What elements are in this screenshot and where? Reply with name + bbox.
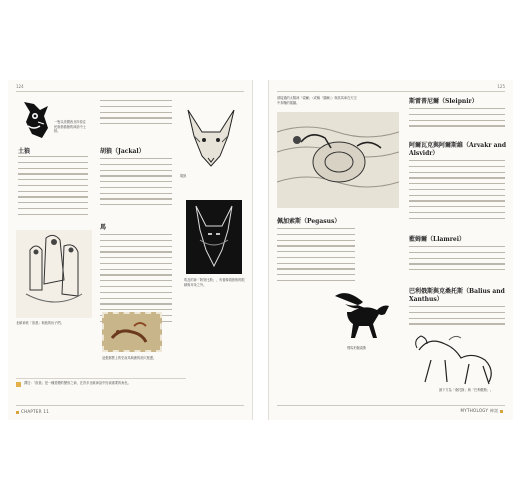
coyote-caption: 一隻以美國西北岸原住民風格描繪的神話中土狼。 <box>54 120 86 134</box>
section-heading-jackal: 胡狼（Jackal） <box>100 148 145 155</box>
footer-label: CHAPTER 11 <box>21 409 50 414</box>
arvakr-body-text <box>409 160 505 234</box>
jackal-caption: 胡狼 <box>180 174 187 178</box>
jackal-sketch-illustration <box>180 106 242 170</box>
llamrei-body-text <box>409 246 505 286</box>
coyote-body-text <box>18 156 88 226</box>
coyote-tribal-illustration <box>18 98 52 142</box>
loki-caption: 北歐神祇「洛基」與他的孩子們。 <box>16 321 64 325</box>
page-number: 124 <box>16 84 24 89</box>
footer <box>16 409 49 414</box>
header-rule <box>277 91 505 92</box>
balius-caption: 最下方為「桑托斯」與「巴利俄斯」。 <box>439 388 494 392</box>
left-page <box>8 80 253 420</box>
footer-rule <box>277 405 505 406</box>
cave-painting-stamp <box>102 312 162 352</box>
footnote-text: 譯註：「洛基」是一種善變的變形之神，在許多北歐神話中扮演重要的角色。 <box>24 381 131 385</box>
balius-body-text <box>409 306 505 332</box>
book-spread <box>8 80 512 420</box>
section-heading-arvakr: 阿爾瓦克與阿爾斯維（Arvakr and Alsvidr） <box>409 142 507 157</box>
coyote-continued-text <box>100 100 172 136</box>
sun-chariot-caption: 被接過的太陽神「索爾」（或稱「蘇爾」）與其馬車在天空中奔馳的插圖。 <box>277 96 357 105</box>
loki-family-illustration <box>16 230 92 318</box>
section-heading-horse: 馬 <box>100 224 107 231</box>
sun-chariot-illustration <box>277 112 399 208</box>
balius-xanthus-illustration <box>409 330 505 388</box>
header-rule <box>16 91 244 92</box>
sleipnir-body-text <box>409 108 505 140</box>
page-number: 125 <box>497 84 505 89</box>
footer-rule <box>16 405 244 406</box>
pegasus-body-text <box>277 228 355 292</box>
pegasus-illustration <box>333 286 397 346</box>
anubis-caption: 埃及的神「阿努比斯」，有著像胡狼般的眼睛與耳朵之外。 <box>184 278 245 287</box>
pegasus-caption: 飛馬珀伽索斯 <box>347 346 367 350</box>
stamp-caption: 這張郵票上的史前馬與鹿的洞穴壁畫。 <box>102 356 157 360</box>
footer-label: MYTHOLOGY 神話 <box>460 408 499 413</box>
section-heading-sleipnir: 斯雷普尼爾（Sleipnir） <box>409 98 478 105</box>
footer-dot-icon <box>500 410 503 413</box>
section-heading-coyote: 土狼 <box>18 148 31 155</box>
anubis-illustration <box>186 200 242 274</box>
footer <box>460 408 505 414</box>
section-heading-llamrei: 藍姆爾（Llamrei） <box>409 236 465 243</box>
jackal-body-text <box>100 158 172 218</box>
footnote <box>16 378 186 395</box>
right-page <box>268 80 513 420</box>
footnote-marker-icon <box>16 382 21 387</box>
section-heading-balius: 巴利俄斯與克桑托斯（Balius and Xanthus） <box>409 288 505 303</box>
footer-dot-icon <box>16 411 19 414</box>
section-heading-pegasus: 佩加索斯（Pegasus） <box>277 218 341 225</box>
